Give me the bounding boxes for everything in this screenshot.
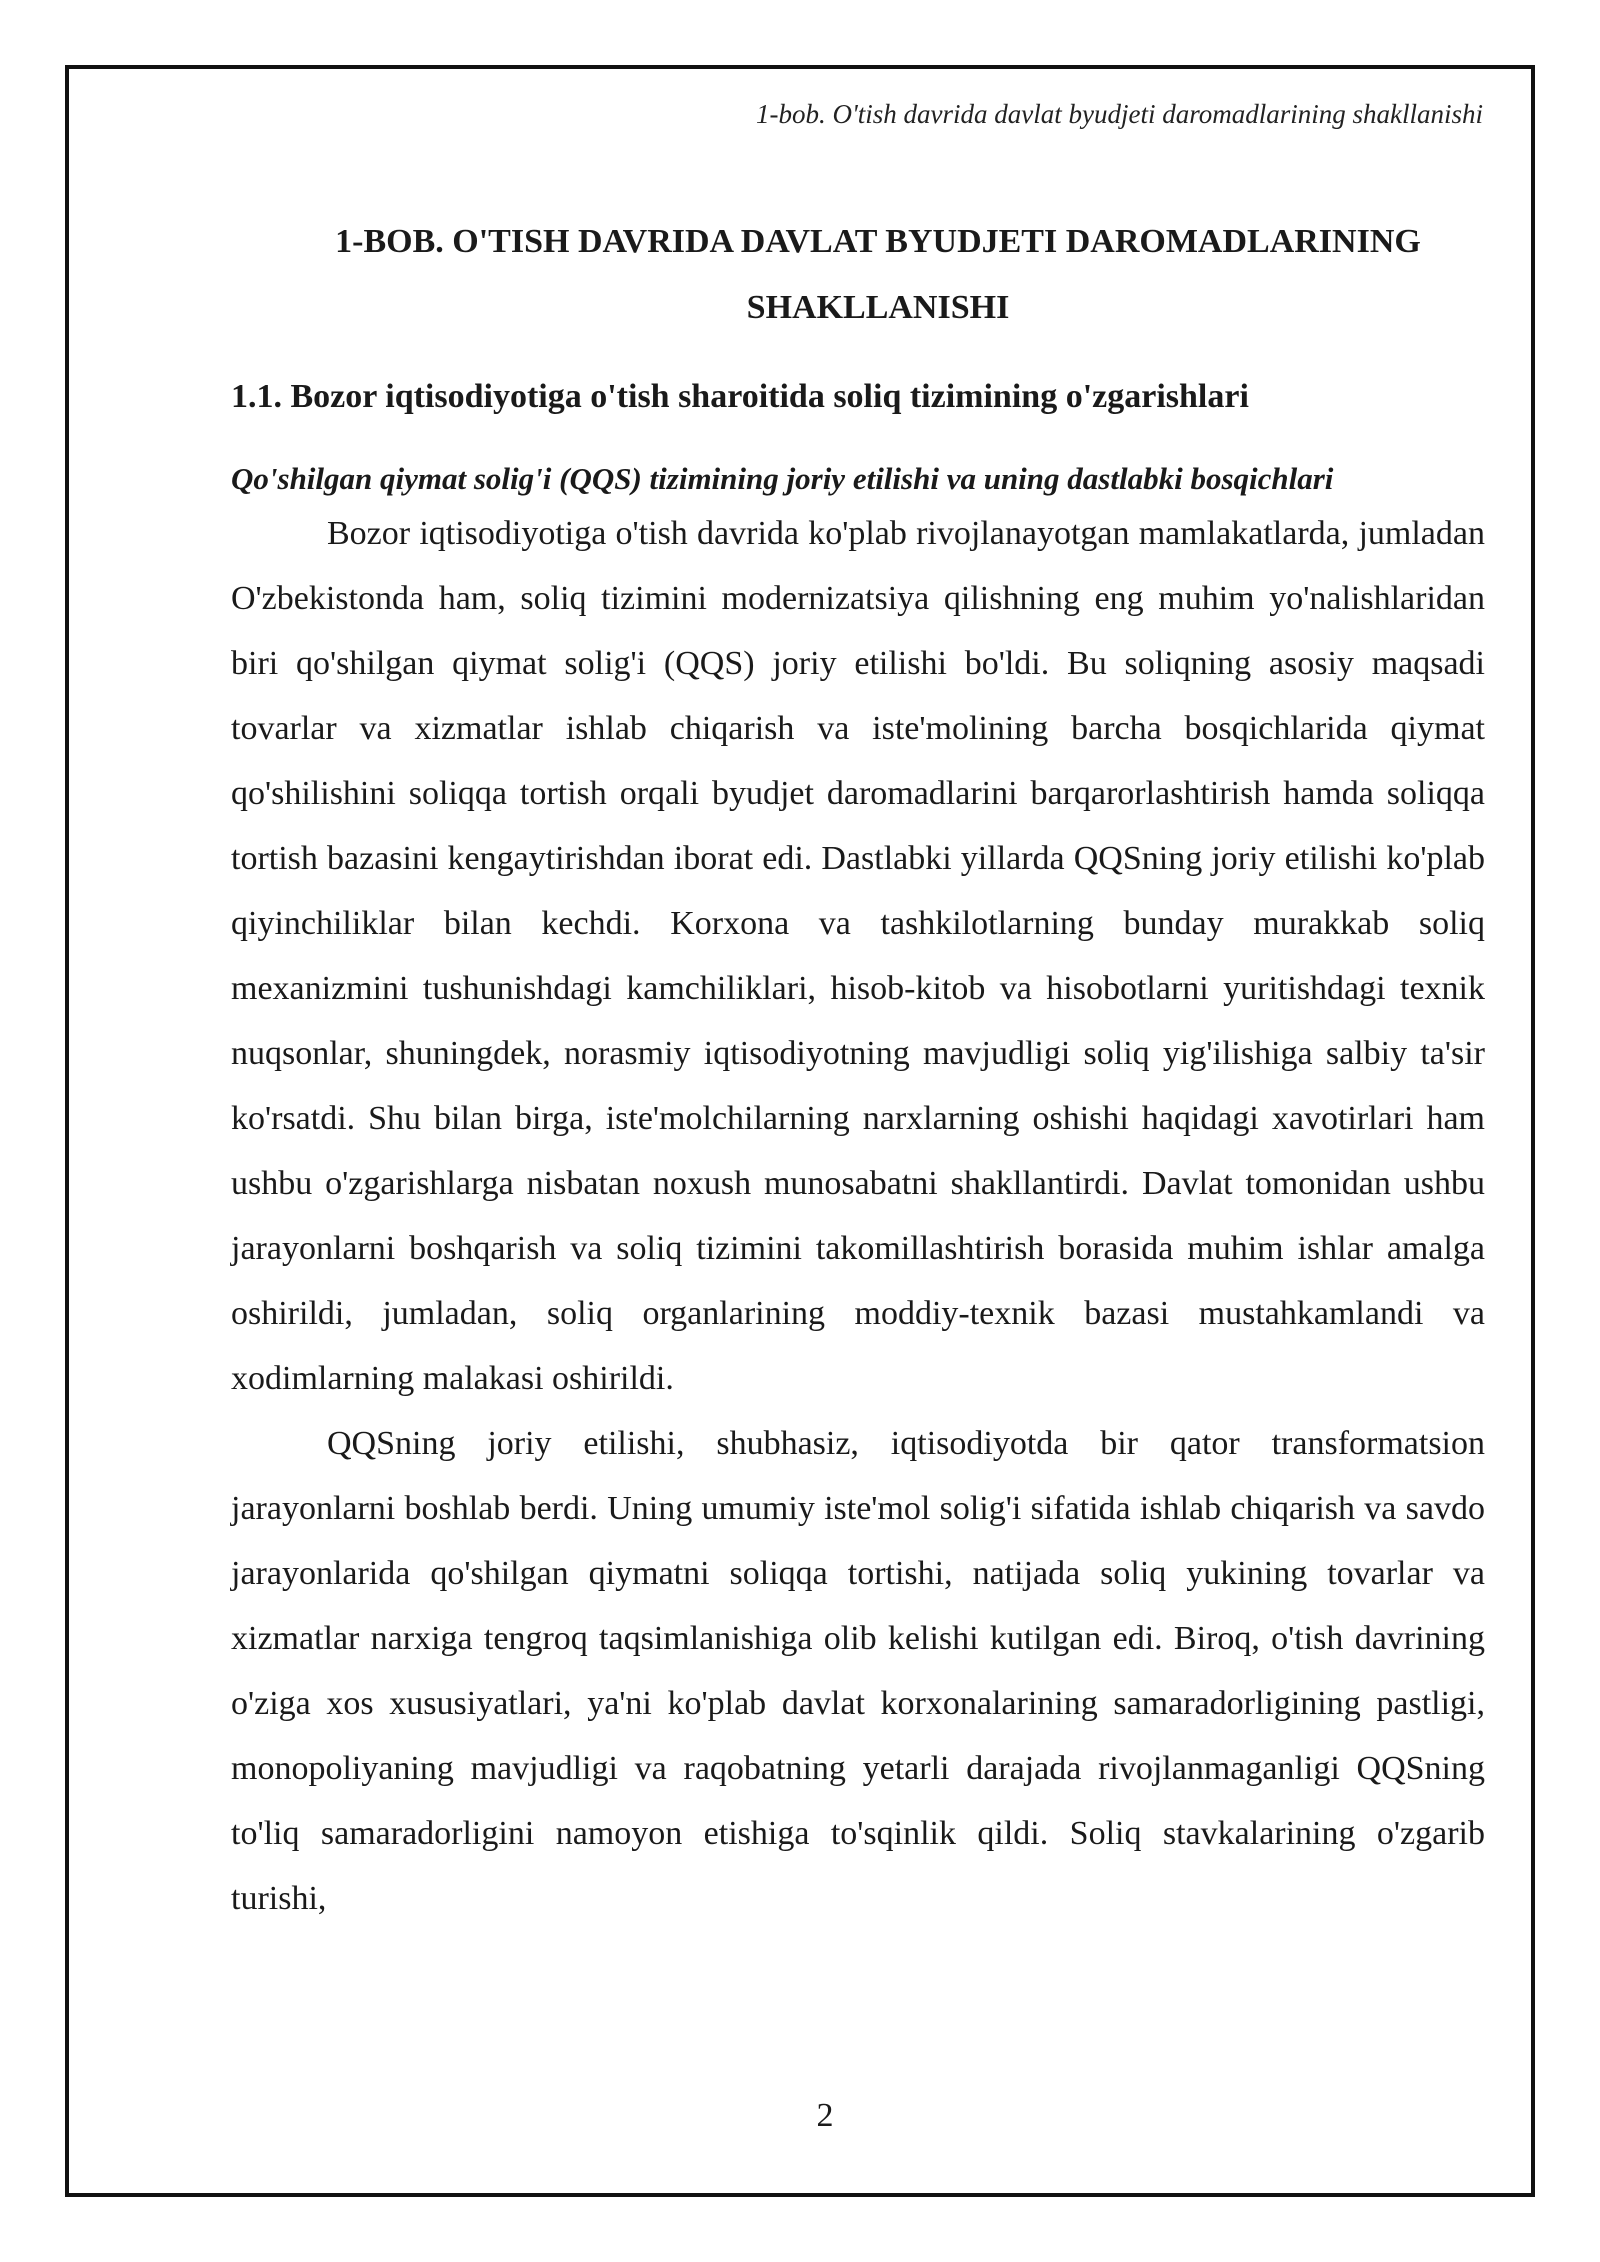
page-frame — [65, 65, 1535, 2197]
page-number: 2 — [816, 2097, 834, 2134]
section-title: 1.1. Bozor iqtisodiyotiga o'tish sharoitida soliq tizimining o'zgarishlari — [231, 378, 1249, 415]
body-paragraph: Bozor iqtisodiyotiga o'tish davrida ko'plab rivojlanayotgan mamlakatlarda, jumladan O'zbekistonda ham, soliq tizimini modernizatsiya qilishning eng muhim yo'nalishlaridan biri qo'shilgan qiymat solig'i (QQS) joriy etilishi bo'ldi. Bu soliqning asosiy maqsadi tovarlar va xizmatlar ishlab chiqarish va iste'molining barcha bosqichlarida qiymat qo'shilishini soliqqa tortish orqali byudjet daromadlarini barqarorlashtirish hamda soliqqa tortish bazasini kengaytirishdan iborat edi. Dastlabki yillarda QQSning joriy etilishi ko'plab qiyinchiliklar bilan kechdi. Korxona va tashkilotlarning bunday murakkab soliq mexanizmini tushunishdagi kamchiliklari, hisob-kitob va hisobotlarni yuritishdagi texnik nuqsonlar, shuningdek, norasmiy iqtisodiyotning mavjudligi soliq yig'ilishiga salbiy ta'sir ko'rsatdi. Shu bilan birga, iste'molchilarning narxlarning oshishi haqidagi xavotirlari ham ushbu o'zgarishlarga nisbatan noxush munosabatni shakllantirdi. Davlat tomonidan ushbu jarayonlarni boshqarish va soliq tizimini takomillashtirish borasida muhim ishlar amalga oshirildi, jumladan, soliq organlarining moddiy-texnik bazasi mustahkamlandi va xodimlarning malakasi oshirildi. — [231, 515, 1485, 1397]
chapter-title: 1-BOB. O'TISH DAVRIDA DAVLAT BYUDJETI DAROMADLARINING SHAKLLANISHI — [335, 223, 1421, 326]
body-paragraph: QQSning joriy etilishi, shubhasiz, iqtisodiyotda bir qator transformatsion jarayonlarni boshlab berdi. Uning umumiy iste'mol solig'i sifatida ishlab chiqarish va savdo jarayonlarida qo'shilgan qiymatni soliqqa tortishi, natijada soliq yukining tovarlar va xizmatlar narxiga tengroq taqsimlanishiga olib kelishi kutilgan edi. Biroq, o'tish davrining o'ziga xos xususiyatlari, ya'ni ko'plab davlat korxonalarining samaradorligining pastligi, monopoliyaning mavjudligi va raqobatning yetarli darajada rivojlanmaganligi QQSning to'liq samaradorligini namoyon etishiga to'sqinlik qildi. Soliq stavkalarining o'zgarib turishi, — [231, 1425, 1485, 1917]
running-header: 1-bob. O'tish davrida davlat byudjeti daromadlarining shakllanishi — [756, 99, 1483, 129]
page-content — [231, 209, 1485, 1931]
subsection-title: Qo'shilgan qiymat solig'i (QQS) tizimining joriy etilishi va uning dastlabki bosqichlari — [231, 461, 1334, 496]
